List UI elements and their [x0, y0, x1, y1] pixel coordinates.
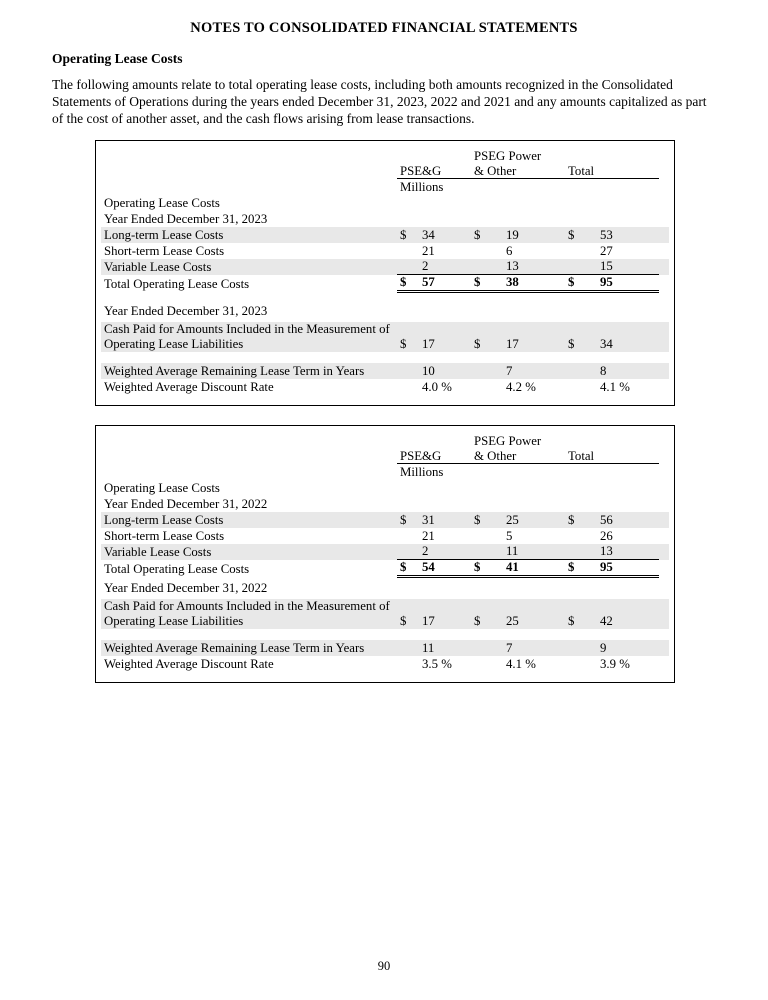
dollar-sign	[471, 379, 503, 395]
dollar-sign	[471, 640, 503, 656]
cell-value: 8	[600, 363, 607, 378]
cell-value: 21	[422, 243, 435, 258]
dollar-sign	[397, 363, 419, 379]
cell-value: 15	[600, 259, 613, 274]
cell-value: 13	[600, 544, 613, 559]
year-header-row	[101, 580, 669, 596]
row-label: Cash Paid for Amounts Included in the Measurement of Operating Lease Liabilities	[104, 321, 390, 351]
units-label: Millions	[400, 464, 444, 479]
cell-value: 26	[600, 528, 613, 543]
cell-value: 9	[600, 640, 607, 655]
row-label: Variable Lease Costs	[104, 259, 212, 274]
row-label: Long-term Lease Costs	[104, 227, 224, 242]
col-header-pseg-power-other-label: PSEG Power & Other	[474, 433, 542, 463]
cell-value: 7	[506, 363, 513, 378]
dollar-sign	[397, 640, 419, 656]
cell-value: 4.1 %	[600, 379, 630, 394]
row-label: Weighted Average Remaining Lease Term in Years	[104, 363, 365, 378]
dollar-sign	[565, 640, 597, 656]
dollar-sign	[397, 528, 419, 544]
dollar-sign: $	[565, 275, 597, 292]
col-header-pseg: PSE&G	[397, 434, 471, 464]
row-weighted-avg-term	[101, 363, 669, 379]
section-heading: Operating Lease Costs	[52, 51, 183, 66]
page-title: NOTES TO CONSOLIDATED FINANCIAL STATEMENTS	[190, 20, 578, 36]
row-label: Weighted Average Remaining Lease Term in Years	[104, 640, 365, 655]
dollar-sign: $	[474, 227, 481, 242]
col-header-pseg-power-other-label: PSEG Power & Other	[474, 149, 542, 178]
cell-value: 95	[597, 275, 659, 292]
row-total-operating-lease-costs	[101, 560, 669, 577]
lease-costs-table-2022	[95, 425, 675, 683]
dollar-sign: $	[568, 613, 575, 628]
cell-value: 25	[506, 613, 519, 628]
dollar-sign	[471, 528, 503, 544]
cell-value: 34	[600, 336, 613, 351]
cell-value: 3.9 %	[600, 656, 630, 671]
cell-value: 17	[422, 613, 435, 628]
dollar-sign: $	[474, 336, 481, 351]
lease-costs-table-2023	[95, 140, 675, 406]
cell-value: 34	[422, 227, 435, 242]
dollar-sign	[565, 243, 597, 259]
dollar-sign: $	[471, 560, 503, 577]
row-label: Total Operating Lease Costs	[104, 561, 250, 576]
dollar-sign: $	[400, 336, 407, 351]
cell-value: 13	[506, 259, 519, 274]
cell-value: 3.5 %	[422, 656, 452, 671]
dollar-sign: $	[471, 275, 503, 292]
units-row	[101, 179, 669, 195]
year-header: Year Ended December 31, 2022	[104, 580, 268, 595]
units-row	[101, 464, 669, 480]
cell-value: 17	[422, 336, 435, 351]
col-header-total: Total	[565, 434, 659, 464]
row-weighted-avg-discount-rate	[101, 656, 669, 672]
dollar-sign	[565, 528, 597, 544]
row-cash-paid	[101, 322, 669, 352]
col-header-pseg: PSE&G	[397, 149, 471, 179]
row-cash-paid	[101, 599, 669, 629]
cell-value: 11	[422, 640, 435, 655]
row-variable-lease-costs	[101, 259, 669, 275]
cell-value: 2	[422, 259, 429, 274]
row-total-operating-lease-costs	[101, 275, 669, 292]
cell-value: 42	[600, 613, 613, 628]
cell-value: 10	[422, 363, 435, 378]
dollar-sign: $	[568, 227, 575, 242]
cell-value: 95	[597, 560, 659, 577]
row-weighted-avg-term	[101, 640, 669, 656]
year-header-row	[101, 496, 669, 512]
dollar-sign	[565, 259, 597, 275]
cell-value: 7	[506, 640, 513, 655]
column-header-row	[101, 434, 669, 464]
cell-value: 4.0 %	[422, 379, 452, 394]
dollar-sign	[471, 259, 503, 275]
row-label: Long-term Lease Costs	[104, 512, 224, 527]
dollar-sign	[471, 363, 503, 379]
cell-value: 2	[422, 544, 429, 559]
table-section-title: Operating Lease Costs	[104, 480, 220, 495]
spacer-row	[101, 629, 669, 640]
col-header-pseg-power-other	[471, 434, 565, 464]
year-header-row	[101, 303, 669, 319]
dollar-sign: $	[568, 336, 575, 351]
spacer-row	[101, 292, 669, 303]
financial-table	[101, 434, 669, 672]
financial-table	[101, 149, 669, 395]
cell-value: 25	[506, 512, 519, 527]
cell-value: 53	[600, 227, 613, 242]
section-title-row	[101, 480, 669, 496]
year-header: Year Ended December 31, 2023	[104, 303, 268, 318]
row-label: Variable Lease Costs	[104, 544, 212, 559]
dollar-sign: $	[568, 512, 575, 527]
dollar-sign: $	[397, 560, 419, 577]
cell-value: 56	[600, 512, 613, 527]
year-header-row	[101, 211, 669, 227]
dollar-sign: $	[397, 275, 419, 292]
dollar-sign	[397, 544, 419, 560]
table-section-title: Operating Lease Costs	[104, 195, 220, 210]
cell-value: 21	[422, 528, 435, 543]
cell-value: 27	[600, 243, 613, 258]
cell-value: 57	[419, 275, 471, 292]
page-number: 90	[377, 959, 391, 973]
row-weighted-avg-discount-rate	[101, 379, 669, 395]
row-label: Short-term Lease Costs	[104, 243, 225, 258]
cell-value: 4.2 %	[506, 379, 536, 394]
cell-value: 19	[506, 227, 519, 242]
units-label: Millions	[400, 179, 444, 194]
row-label: Weighted Average Discount Rate	[104, 379, 274, 394]
row-short-term-lease-costs	[101, 528, 669, 544]
row-label: Cash Paid for Amounts Included in the Measurement of Operating Lease Liabilities	[104, 598, 390, 628]
cell-value: 4.1 %	[506, 656, 536, 671]
row-variable-lease-costs	[101, 544, 669, 560]
dollar-sign: $	[400, 227, 407, 242]
dollar-sign	[565, 544, 597, 560]
dollar-sign	[397, 259, 419, 275]
dollar-sign: $	[565, 560, 597, 577]
col-header-pseg-power-other	[471, 149, 565, 179]
row-label: Short-term Lease Costs	[104, 528, 225, 543]
dollar-sign: $	[474, 512, 481, 527]
cell-value: 11	[506, 544, 519, 559]
dollar-sign: $	[400, 512, 407, 527]
dollar-sign	[397, 243, 419, 259]
cell-value: 38	[503, 275, 565, 292]
dollar-sign: $	[474, 613, 481, 628]
dollar-sign	[565, 656, 597, 672]
intro-paragraph: The following amounts relate to total operating lease costs, including both amounts recognized in the Consolidated Statements of Operations during the years ended December 31, 2023, 2022 and 2021 and any amounts capitalized as part of the cost of another asset, and the cash flows arising from lease transactions.	[52, 77, 707, 126]
row-short-term-lease-costs	[101, 243, 669, 259]
cell-value: 17	[506, 336, 519, 351]
year-header: Year Ended December 31, 2023	[104, 211, 268, 226]
cell-value: 5	[506, 528, 513, 543]
cell-value: 31	[422, 512, 435, 527]
cell-value: 54	[419, 560, 471, 577]
row-long-term-lease-costs	[101, 512, 669, 528]
dollar-sign	[471, 656, 503, 672]
col-header-total: Total	[565, 149, 659, 179]
dollar-sign	[471, 243, 503, 259]
row-label: Total Operating Lease Costs	[104, 276, 250, 291]
cell-value: 6	[506, 243, 513, 258]
row-long-term-lease-costs	[101, 227, 669, 243]
dollar-sign	[471, 544, 503, 560]
spacer-row	[101, 352, 669, 363]
column-header-row	[101, 149, 669, 179]
row-label: Weighted Average Discount Rate	[104, 656, 274, 671]
dollar-sign	[397, 379, 419, 395]
dollar-sign	[565, 363, 597, 379]
dollar-sign: $	[400, 613, 407, 628]
dollar-sign	[397, 656, 419, 672]
cell-value: 41	[503, 560, 565, 577]
dollar-sign	[565, 379, 597, 395]
year-header: Year Ended December 31, 2022	[104, 496, 268, 511]
section-title-row	[101, 195, 669, 211]
